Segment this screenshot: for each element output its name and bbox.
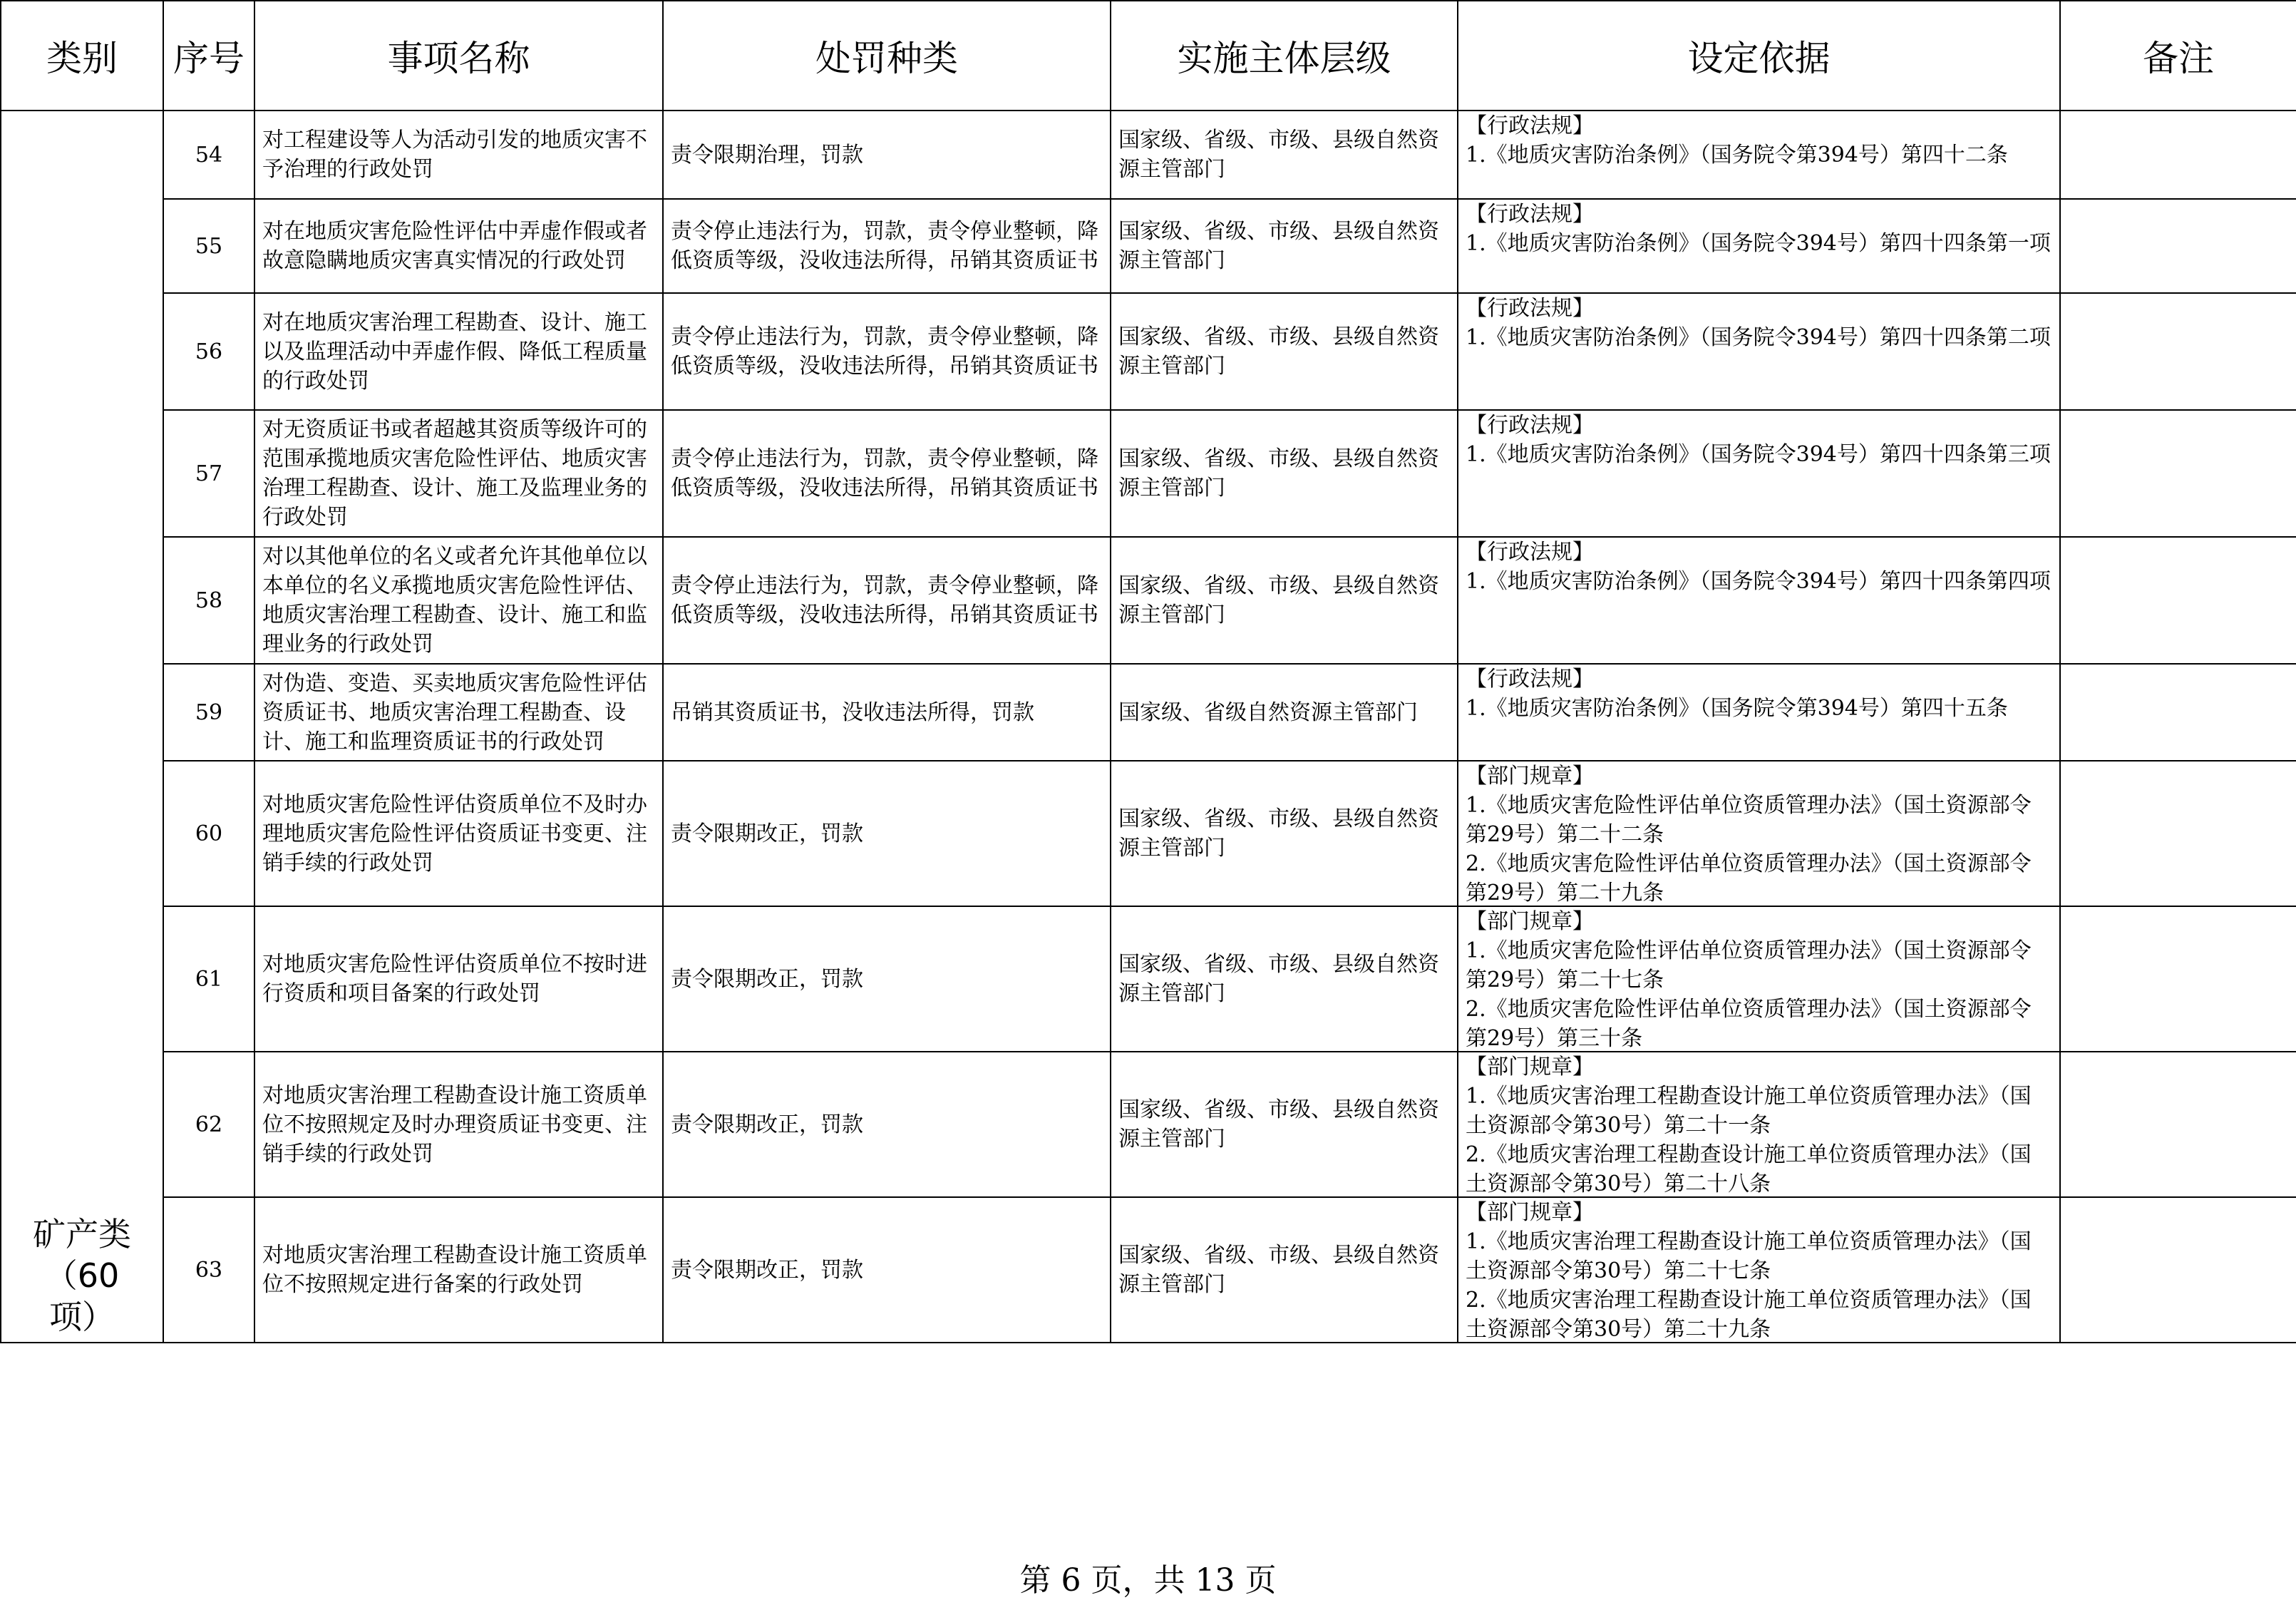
header-item-name: 事项名称 [254,1,663,111]
penalty-type [663,410,1111,537]
implementing-level [1111,664,1458,761]
penalty-type-text: 责令停止违法行为，罚款，责令停业整顿，降低资质等级，没收违法所得，吊销其资质证书 [671,446,1098,501]
penalty-type-text: 责令限期治理，罚款 [671,142,863,168]
table-row [1,1052,2296,1197]
header-number: 序号 [163,1,254,111]
basis-item: 1.《地质灾害防治条例》（国务院令394号）第四十四条第二项 [1466,325,2051,350]
penalty-type-text: 责令限期改正，罚款 [671,1112,863,1137]
penalty-type-text: 责令停止违法行为，罚款，责令停业整顿，降低资质等级，没收违法所得，吊销其资质证书 [671,219,1098,273]
implementing-level [1111,1197,1458,1343]
category-label-line: 矿产类 [33,1215,131,1253]
row-number [163,1052,254,1197]
implementing-level [1111,1052,1458,1197]
item-name-text: 对地质灾害危险性评估资质单位不按时进行资质和项目备案的行政处罚 [262,952,647,1006]
penalty-type [663,1197,1111,1343]
legal-basis-text [1466,200,2052,258]
item-name-text: 对工程建设等人为活动引发的地质灾害不予治理的行政处罚 [262,128,647,182]
legal-basis [1458,537,2060,664]
basis-item: 2.《地质灾害危险性评估单位资质管理办法》（国土资源部令第29号）第二十九条 [1466,851,2032,904]
row-number [163,111,254,199]
implementing-level-text: 国家级、省级、市级、县级自然资源主管部门 [1118,324,1439,379]
penalty-type [663,199,1111,293]
table-row [1,761,2296,906]
legal-basis-text [1466,907,2052,1050]
implementing-level [1111,537,1458,664]
implementing-level-text: 国家级、省级自然资源主管部门 [1118,699,1418,725]
implementing-level [1111,111,1458,199]
row-number [163,410,254,537]
basis-item: 2.《地质灾害治理工程勘查设计施工单位资质管理办法》（国土资源部令第30号）第二十八条 [1466,1142,2032,1195]
item-name-text: 对伪造、变造、买卖地质灾害危险性评估资质证书、地质灾害治理工程勘查、设计、施工和监理资质证书的行政处罚 [262,670,647,754]
penalty-type [663,537,1111,664]
basis-item: 1.《地质灾害危险性评估单位资质管理办法》（国土资源部令第29号）第二十七条 [1466,938,2032,993]
penalty-type-text: 责令限期改正，罚款 [671,821,863,846]
basis-item: 1.《地质灾害治理工程勘查设计施工单位资质管理办法》（国土资源部令第30号）第二十一条 [1466,1084,2032,1138]
table-row [1,111,2296,199]
basis-item: 2.《地质灾害治理工程勘查设计施工单位资质管理办法》（国土资源部令第30号）第二十九条 [1466,1288,2032,1340]
legal-basis [1458,293,2060,410]
basis-type-label: 【行政法规】 [1466,540,1594,565]
basis-item: 1.《地质灾害防治条例》（国务院令394号）第四十四条第四项 [1466,569,2051,594]
implementing-level [1111,761,1458,906]
item-name [254,761,663,906]
remark [2060,906,2296,1052]
table-row [1,293,2296,410]
row-number [163,906,254,1052]
implementing-level-text: 国家级、省级、市级、县级自然资源主管部门 [1118,446,1439,501]
category-cell [1,111,163,1343]
item-name [254,537,663,664]
penalty-type-text: 责令停止违法行为，罚款，责令停业整顿，降低资质等级，没收违法所得，吊销其资质证书 [671,324,1098,379]
implementing-level-text: 国家级、省级、市级、县级自然资源主管部门 [1118,1243,1439,1297]
legal-basis-text [1466,538,2052,596]
item-name-text: 对地质灾害治理工程勘查设计施工资质单位不按照规定进行备案的行政处罚 [262,1243,647,1297]
row-number-text: 61 [195,966,223,992]
category-label-line: （60 [44,1256,120,1295]
basis-type-label: 【行政法规】 [1466,667,1594,692]
item-name-text: 对以其他单位的名义或者允许其他单位以本单位的名义承揽地质灾害危险性评估、地质灾害治理工程勘查、设计、施工和监理业务的行政处罚 [262,544,647,657]
remark [2060,410,2296,537]
implementing-level [1111,906,1458,1052]
basis-item: 1.《地质灾害防治条例》（国务院令第394号）第四十五条 [1466,696,2008,721]
row-number [163,664,254,761]
basis-type-label: 【部门规章】 [1466,1200,1594,1225]
basis-type-label: 【行政法规】 [1466,202,1594,227]
implementing-level-text: 国家级、省级、市级、县级自然资源主管部门 [1118,573,1439,627]
item-name [254,906,663,1052]
legal-basis [1458,111,2060,199]
table-row [1,664,2296,761]
item-name-text: 对地质灾害治理工程勘查设计施工资质单位不按照规定及时办理资质证书变更、注销手续的行政处罚 [262,1082,647,1166]
item-name-text: 对地质灾害危险性评估资质单位不及时办理地质灾害危险性评估资质证书变更、注销手续的行政处罚 [262,791,647,876]
legal-basis-text [1466,761,2052,904]
implementing-level-text: 国家级、省级、市级、县级自然资源主管部门 [1118,219,1439,273]
legal-basis [1458,199,2060,293]
table-row [1,199,2296,293]
item-name [254,1052,663,1197]
table-row [1,410,2296,537]
category-label-line: 项） [49,1298,115,1336]
implementing-level-text: 国家级、省级、市级、县级自然资源主管部门 [1118,806,1439,861]
remark [2060,761,2296,906]
legal-basis [1458,664,2060,761]
row-number-text: 60 [195,821,223,846]
implementing-level [1111,410,1458,537]
basis-item: 2.《地质灾害危险性评估单位资质管理办法》（国土资源部令第29号）第三十条 [1466,997,2032,1050]
basis-type-label: 【行政法规】 [1466,413,1594,438]
penalty-type-text: 责令停止违法行为，罚款，责令停业整顿，降低资质等级，没收违法所得，吊销其资质证书 [671,573,1098,627]
basis-item: 1.《地质灾害危险性评估单位资质管理办法》（国土资源部令第29号）第二十二条 [1466,793,2032,847]
basis-item: 1.《地质灾害防治条例》（国务院令第394号）第四十二条 [1466,143,2008,168]
row-number-text: 58 [195,588,223,613]
basis-type-label: 【部门规章】 [1466,764,1594,789]
remark [2060,293,2296,410]
basis-type-label: 【部门规章】 [1466,909,1594,934]
header-remark: 备注 [2060,1,2296,111]
row-number [163,761,254,906]
item-name [254,293,663,410]
table-body [1,111,2296,1343]
row-number-text: 54 [195,142,223,168]
remark [2060,1197,2296,1343]
item-name [254,410,663,537]
row-number-text: 55 [195,233,223,259]
basis-type-label: 【行政法规】 [1466,296,1594,321]
row-number-text: 59 [195,699,223,725]
row-number-text: 57 [195,461,223,486]
row-number [163,537,254,664]
row-number-text: 62 [195,1112,223,1137]
legal-basis [1458,1052,2060,1197]
remark [2060,111,2296,199]
category-label [1,1206,163,1342]
page-footer: 第 6 页，共 13 页 [1019,1562,1277,1599]
table-row [1,1197,2296,1343]
header-category: 类别 [1,1,163,111]
legal-basis [1458,410,2060,537]
basis-type-label: 【部门规章】 [1466,1055,1594,1080]
legal-basis [1458,906,2060,1052]
implementing-level-text: 国家级、省级、市级、县级自然资源主管部门 [1118,952,1439,1006]
penalty-type-text: 吊销其资质证书，没收违法所得，罚款 [671,699,1034,725]
basis-item: 1.《地质灾害防治条例》（国务院令394号）第四十四条第一项 [1466,231,2051,256]
table-row [1,906,2296,1052]
penalty-type-text: 责令限期改正，罚款 [671,966,863,992]
header-penalty-type: 处罚种类 [663,1,1111,111]
legal-basis [1458,761,2060,906]
item-name-text: 对无资质证书或者超越其资质等级许可的范围承揽地质灾害危险性评估、地质灾害治理工程勘查、设计、施工及监理业务的行政处罚 [262,417,647,530]
remark [2060,1052,2296,1197]
basis-item: 1.《地质灾害防治条例》（国务院令394号）第四十四条第三项 [1466,442,2051,467]
item-name [254,664,663,761]
row-number-text: 56 [195,339,223,364]
legal-basis-text [1466,411,2052,469]
legal-basis [1458,1197,2060,1343]
row-number [163,293,254,410]
penalty-type [663,111,1111,199]
legal-basis-text [1466,111,2052,170]
remark [2060,199,2296,293]
row-number [163,199,254,293]
item-name [254,199,663,293]
basis-item: 1.《地质灾害治理工程勘查设计施工单位资质管理办法》（国土资源部令第30号）第二十七条 [1466,1229,2032,1283]
row-number-text: 63 [195,1257,223,1283]
penalty-type [663,293,1111,410]
item-name [254,111,663,199]
penalty-type [663,1052,1111,1197]
header-implementing-level: 实施主体层级 [1111,1,1458,111]
penalty-type [663,906,1111,1052]
implementing-level [1111,199,1458,293]
item-name-text: 对在地质灾害治理工程勘查、设计、施工以及监理活动中弄虚作假、降低工程质量的行政处罚 [262,309,647,394]
legal-basis-text [1466,665,2052,723]
row-number [163,1197,254,1343]
penalty-type-text: 责令限期改正，罚款 [671,1257,863,1283]
basis-type-label: 【行政法规】 [1466,113,1594,138]
header-row [1,1,2296,111]
legal-basis-text [1466,1198,2052,1340]
penalty-type [663,664,1111,761]
legal-basis-text [1466,294,2052,352]
implementing-level-text: 国家级、省级、市级、县级自然资源主管部门 [1118,128,1439,182]
remark [2060,537,2296,664]
header-legal-basis: 设定依据 [1458,1,2060,111]
implementing-level [1111,293,1458,410]
legal-basis-text [1466,1052,2052,1195]
penalty-type [663,761,1111,906]
table-row [1,537,2296,664]
remark [2060,664,2296,761]
item-name [254,1197,663,1343]
item-name-text: 对在地质灾害危险性评估中弄虚作假或者故意隐瞒地质灾害真实情况的行政处罚 [262,219,647,273]
implementing-level-text: 国家级、省级、市级、县级自然资源主管部门 [1118,1097,1439,1152]
